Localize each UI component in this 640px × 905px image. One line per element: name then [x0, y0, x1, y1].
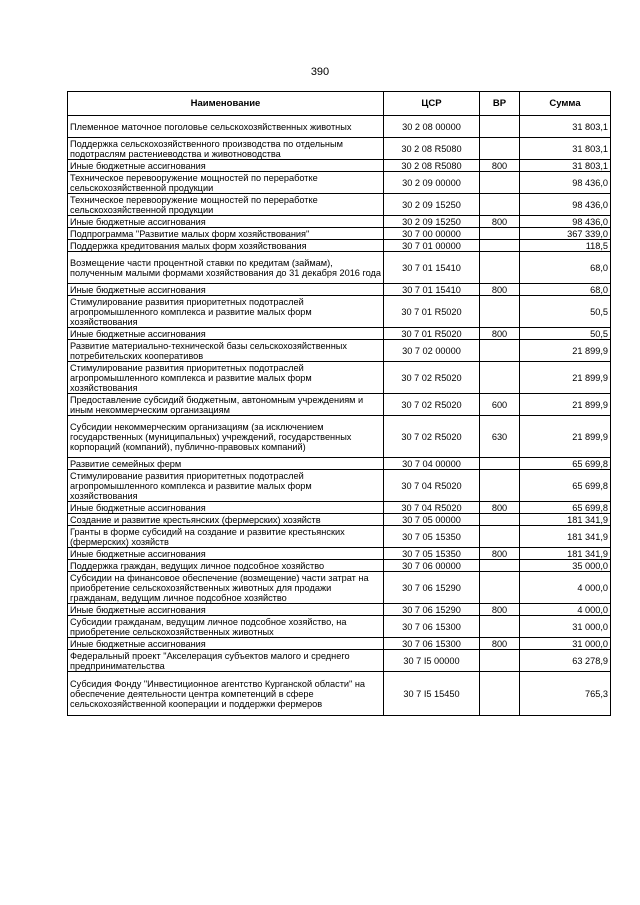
page-number: 390 [310, 66, 330, 78]
cell-csr: 30 2 08 R5080 [384, 160, 480, 172]
cell-vr: 800 [480, 502, 520, 514]
cell-sum: 21 899,9 [520, 362, 611, 394]
cell-csr: 30 7 01 R5020 [384, 328, 480, 340]
table-row [68, 572, 611, 604]
cell-sum: 4 000,0 [520, 604, 611, 616]
cell-sum: 31 803,1 [520, 116, 611, 138]
cell-vr: 600 [480, 394, 520, 416]
cell-sum: 35 000,0 [520, 560, 611, 572]
cell-name: Создание и развитие крестьянских (фермерских) хозяйств [68, 514, 384, 526]
cell-csr: 30 7 00 00000 [384, 228, 480, 240]
cell-sum: 98 436,0 [520, 194, 611, 216]
cell-name: Предоставление субсидий бюджетным, автономным учреждениям и иным некоммерческим организациям [68, 394, 384, 416]
cell-name: Гранты в форме субсидий на создание и развитие крестьянских (фермерских) хозяйств [68, 526, 384, 548]
cell-name: Иные бюджетные ассигнования [68, 328, 384, 340]
cell-name: Стимулирование развития приоритетных подотраслей агропромышленного комплекса и развитие малых форм хозяйствования [68, 362, 384, 394]
table-row [68, 604, 611, 616]
cell-name: Иные бюджетные ассигнования [68, 284, 384, 296]
cell-vr: 800 [480, 284, 520, 296]
cell-csr: 30 7 01 15410 [384, 252, 480, 284]
table-row [68, 458, 611, 470]
cell-csr: 30 7 04 R5020 [384, 502, 480, 514]
cell-sum: 21 899,9 [520, 394, 611, 416]
cell-sum: 50,5 [520, 296, 611, 328]
cell-csr: 30 7 05 15350 [384, 526, 480, 548]
cell-sum: 181 341,9 [520, 548, 611, 560]
cell-csr: 30 7 06 00000 [384, 560, 480, 572]
cell-sum: 21 899,9 [520, 416, 611, 458]
table-row [68, 116, 611, 138]
cell-vr [480, 252, 520, 284]
table-row [68, 228, 611, 240]
cell-csr: 30 7 06 15290 [384, 572, 480, 604]
cell-name: Субсидии на финансовое обеспечение (возмещение) части затрат на приобретение сельскохозяйственных животных для продажи гражданам, ведущим личное подсобное хозяйство [68, 572, 384, 604]
cell-name: Развитие семейных ферм [68, 458, 384, 470]
cell-csr: 30 7 01 00000 [384, 240, 480, 252]
cell-name: Возмещение части процентной ставки по кредитам (займам), полученным малыми формами хозяйствования до 31 декабря 2016 года [68, 252, 384, 284]
cell-name: Поддержка граждан, ведущих личное подсобное хозяйство [68, 560, 384, 572]
table-row [68, 194, 611, 216]
cell-name: Стимулирование развития приоритетных подотраслей агропромышленного комплекса и развитие малых форм хозяйствования [68, 470, 384, 502]
cell-vr [480, 172, 520, 194]
table-row [68, 138, 611, 160]
table-body [68, 116, 611, 716]
cell-sum: 31 000,0 [520, 638, 611, 650]
cell-vr [480, 116, 520, 138]
cell-csr: 30 7 04 R5020 [384, 470, 480, 502]
cell-sum: 765,3 [520, 672, 611, 716]
cell-name: Иные бюджетные ассигнования [68, 502, 384, 514]
cell-csr: 30 7 06 15300 [384, 638, 480, 650]
cell-csr: 30 7 02 R5020 [384, 362, 480, 394]
cell-name: Поддержка кредитования малых форм хозяйствования [68, 240, 384, 252]
header-name: Наименование [68, 92, 384, 116]
cell-sum: 65 699,8 [520, 458, 611, 470]
table-row [68, 216, 611, 228]
cell-vr [480, 470, 520, 502]
cell-name: Поддержка сельскохозяйственного производства по отдельным подотраслям растениеводства и животноводства [68, 138, 384, 160]
table-row [68, 560, 611, 572]
cell-name: Иные бюджетные ассигнования [68, 604, 384, 616]
cell-name: Техническое перевооружение мощностей по переработке сельскохозяйственной продукции [68, 194, 384, 216]
table-row [68, 650, 611, 672]
table-row [68, 502, 611, 514]
cell-vr [480, 138, 520, 160]
cell-sum: 4 000,0 [520, 572, 611, 604]
cell-sum: 68,0 [520, 252, 611, 284]
cell-name: Субсидия Фонду "Инвестиционное агентство Курганской области" на обеспечение деятельности центра компетенций в сфере сельскохозяйственной кооперации и поддержки фермеров [68, 672, 384, 716]
cell-csr: 30 7 02 R5020 [384, 416, 480, 458]
table-row [68, 638, 611, 650]
cell-vr: 800 [480, 216, 520, 228]
cell-sum: 21 899,9 [520, 340, 611, 362]
table-row [68, 328, 611, 340]
cell-sum: 31 803,1 [520, 138, 611, 160]
cell-vr: 800 [480, 160, 520, 172]
cell-vr [480, 650, 520, 672]
table-row [68, 470, 611, 502]
cell-name: Подпрограмма "Развитие малых форм хозяйствования" [68, 228, 384, 240]
cell-csr: 30 7 I5 15450 [384, 672, 480, 716]
cell-vr [480, 362, 520, 394]
cell-vr [480, 228, 520, 240]
cell-csr: 30 7 I5 00000 [384, 650, 480, 672]
cell-sum: 50,5 [520, 328, 611, 340]
header-sum: Сумма [520, 92, 611, 116]
table-row [68, 362, 611, 394]
cell-vr [480, 458, 520, 470]
header-vr: ВР [480, 92, 520, 116]
cell-csr: 30 2 09 15250 [384, 216, 480, 228]
table-row [68, 340, 611, 362]
cell-sum: 181 341,9 [520, 514, 611, 526]
cell-name: Племенное маточное поголовье сельскохозяйственных животных [68, 116, 384, 138]
cell-vr [480, 616, 520, 638]
cell-sum: 65 699,8 [520, 502, 611, 514]
cell-csr: 30 2 09 00000 [384, 172, 480, 194]
table-row [68, 240, 611, 252]
table-row [68, 284, 611, 296]
cell-csr: 30 2 08 00000 [384, 116, 480, 138]
table-row [68, 526, 611, 548]
cell-sum: 98 436,0 [520, 172, 611, 194]
cell-csr: 30 7 06 15290 [384, 604, 480, 616]
table-row [68, 252, 611, 284]
table-row [68, 296, 611, 328]
cell-sum: 98 436,0 [520, 216, 611, 228]
cell-vr: 800 [480, 638, 520, 650]
cell-vr [480, 572, 520, 604]
cell-vr [480, 514, 520, 526]
cell-name: Иные бюджетные ассигнования [68, 548, 384, 560]
cell-sum: 31 803,1 [520, 160, 611, 172]
cell-name: Техническое перевооружение мощностей по переработке сельскохозяйственной продукции [68, 172, 384, 194]
cell-name: Субсидии некоммерческим организациям (за исключением государственных (муниципальных) учреждений, государственных корпораций (компаний), публично-правовых компаний) [68, 416, 384, 458]
cell-name: Субсидии гражданам, ведущим личное подсобное хозяйство, на приобретение сельскохозяйственных животных [68, 616, 384, 638]
cell-sum: 63 278,9 [520, 650, 611, 672]
cell-sum: 65 699,8 [520, 470, 611, 502]
cell-vr: 630 [480, 416, 520, 458]
header-csr: ЦСР [384, 92, 480, 116]
table-row [68, 160, 611, 172]
cell-sum: 367 339,0 [520, 228, 611, 240]
cell-vr [480, 340, 520, 362]
table-row [68, 616, 611, 638]
table-row [68, 394, 611, 416]
cell-csr: 30 7 02 R5020 [384, 394, 480, 416]
cell-sum: 181 341,9 [520, 526, 611, 548]
cell-csr: 30 2 09 15250 [384, 194, 480, 216]
cell-csr: 30 2 08 R5080 [384, 138, 480, 160]
cell-sum: 118,5 [520, 240, 611, 252]
cell-sum: 68,0 [520, 284, 611, 296]
cell-name: Иные бюджетные ассигнования [68, 216, 384, 228]
cell-vr [480, 526, 520, 548]
table-header-row [68, 92, 611, 116]
cell-csr: 30 7 04 00000 [384, 458, 480, 470]
cell-csr: 30 7 02 00000 [384, 340, 480, 362]
cell-csr: 30 7 01 R5020 [384, 296, 480, 328]
cell-csr: 30 7 05 15350 [384, 548, 480, 560]
table-row [68, 672, 611, 716]
table-row [68, 416, 611, 458]
cell-name: Федеральный проект "Акселерация субъектов малого и среднего предпринимательства [68, 650, 384, 672]
cell-sum: 31 000,0 [520, 616, 611, 638]
cell-vr: 800 [480, 604, 520, 616]
cell-vr: 800 [480, 548, 520, 560]
cell-csr: 30 7 05 00000 [384, 514, 480, 526]
cell-vr [480, 296, 520, 328]
cell-name: Стимулирование развития приоритетных подотраслей агропромышленного комплекса и развитие малых форм хозяйствования [68, 296, 384, 328]
table-row [68, 548, 611, 560]
cell-name: Развитие материально-технической базы сельскохозяйственных потребительских кооперативов [68, 340, 384, 362]
cell-vr [480, 194, 520, 216]
cell-name: Иные бюджетные ассигнования [68, 160, 384, 172]
budget-table [67, 91, 611, 716]
cell-name: Иные бюджетные ассигнования [68, 638, 384, 650]
cell-csr: 30 7 06 15300 [384, 616, 480, 638]
table-row [68, 514, 611, 526]
cell-vr: 800 [480, 328, 520, 340]
cell-vr [480, 672, 520, 716]
cell-csr: 30 7 01 15410 [384, 284, 480, 296]
cell-vr [480, 240, 520, 252]
table-row [68, 172, 611, 194]
cell-vr [480, 560, 520, 572]
